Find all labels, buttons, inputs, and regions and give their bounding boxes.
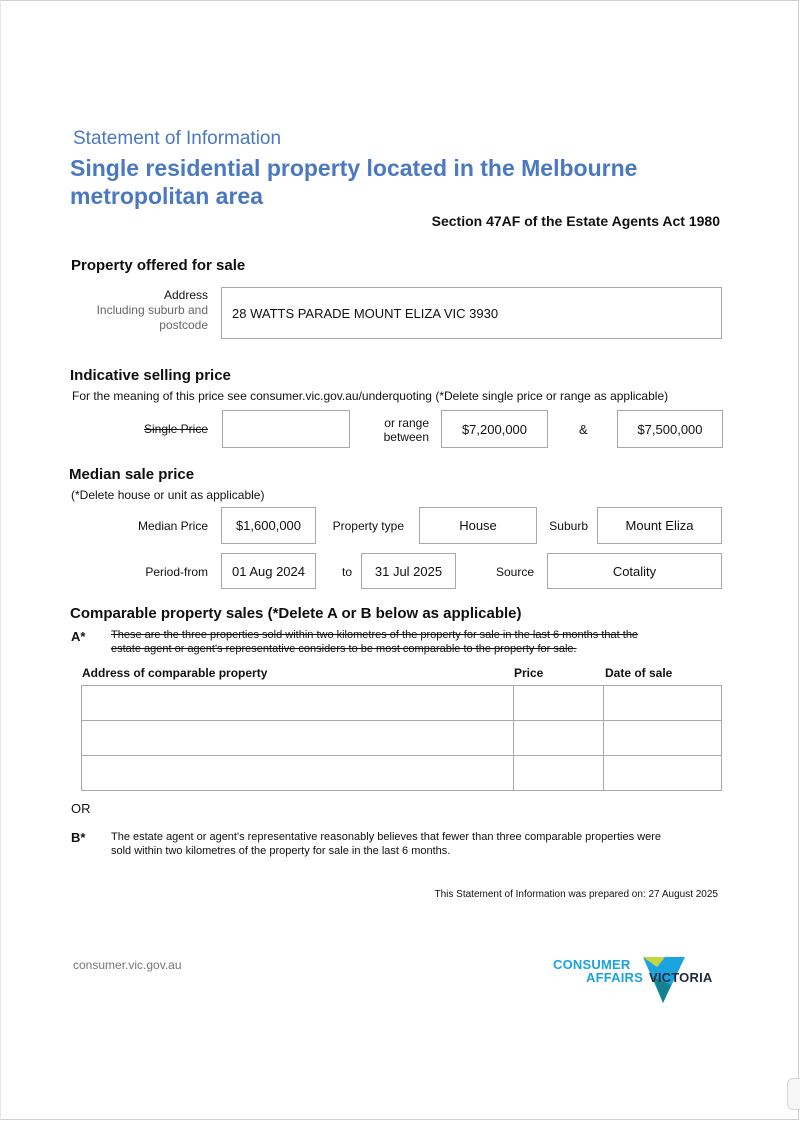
address-label-block	[97, 288, 208, 333]
option-b-marker: B*	[71, 830, 86, 845]
logo-text-consumer: CONSUMER	[553, 957, 631, 972]
source-label: Source	[495, 565, 534, 579]
single-price-field[interactable]	[222, 410, 350, 448]
range-label-2: between	[383, 430, 429, 444]
indicative-note: For the meaning of this price see consumer.vic.gov.au/underquoting (*Delete single price or range as applicable)	[72, 389, 669, 403]
col-header-date: Date of sale	[605, 666, 673, 680]
logo-text-affairs: AFFAIRS	[586, 970, 644, 985]
period-from-field[interactable]: 01 Aug 2024	[221, 553, 316, 589]
table-row	[82, 756, 722, 791]
range-high-field[interactable]: $7,500,000	[617, 410, 723, 448]
suburb-label: Suburb	[549, 519, 588, 533]
comparable-heading: Comparable property sales (*Delete A or B below as applicable)	[70, 605, 522, 622]
range-ampersand: &	[579, 422, 588, 437]
comparable-date-cell[interactable]	[604, 756, 722, 791]
option-a-marker: A*	[71, 629, 86, 644]
indicative-heading: Indicative selling price	[70, 367, 231, 384]
address-field[interactable]: 28 WATTS PARADE MOUNT ELIZA VIC 3930	[221, 287, 722, 339]
comparable-price-cell[interactable]	[514, 686, 604, 721]
suburb-field[interactable]: Mount Eliza	[597, 507, 722, 544]
property-heading: Property offered for sale	[71, 257, 246, 274]
period-to-field[interactable]: 31 Jul 2025	[361, 553, 456, 589]
consumer-affairs-victoria-logo	[553, 953, 725, 1005]
comparable-table	[81, 685, 722, 791]
comparable-address-cell[interactable]	[82, 756, 514, 791]
single-price-label: Single Price	[143, 422, 208, 436]
comparable-address-cell[interactable]	[82, 686, 514, 721]
property-type-label: Property type	[332, 519, 404, 533]
comparable-price-cell[interactable]	[514, 721, 604, 756]
option-a-text	[111, 628, 638, 656]
document-title	[70, 154, 637, 210]
address-sublabel-2: postcode	[159, 318, 208, 332]
comparable-address-cell[interactable]	[82, 721, 514, 756]
option-b-line-1: The estate agent or agent's representative reasonably believes that fewer than three comparable properties were	[111, 831, 661, 843]
section-reference: Section 47AF of the Estate Agents Act 1980	[431, 213, 720, 229]
comparable-price-cell[interactable]	[514, 756, 604, 791]
logo-text-victoria: VICTORIA	[649, 970, 713, 985]
option-a-line-2: estate agent or agent's representative considers to be most comparable to the property for sale.	[111, 643, 577, 655]
comparable-date-cell[interactable]	[604, 686, 722, 721]
option-b-text	[111, 830, 661, 858]
title-line-2: metropolitan area	[70, 183, 263, 209]
prepared-date-text: This Statement of Information was prepared on: 27 August 2025	[434, 889, 718, 900]
col-header-address: Address of comparable property	[82, 666, 268, 680]
document-subtitle: Statement of Information	[73, 128, 282, 149]
or-divider-text: OR	[71, 801, 91, 816]
table-row	[82, 686, 722, 721]
range-label	[384, 416, 429, 444]
address-label: Address	[163, 288, 208, 302]
footer-website-link[interactable]: consumer.vic.gov.au	[73, 958, 182, 972]
median-heading: Median sale price	[69, 466, 195, 483]
comparable-date-cell[interactable]	[604, 721, 722, 756]
median-price-field[interactable]: $1,600,000	[221, 507, 316, 544]
property-type-field[interactable]: House	[419, 507, 537, 544]
period-to-label: to	[342, 565, 353, 579]
side-panel-tab[interactable]	[787, 1078, 800, 1110]
address-sublabel-1: Including suburb and	[96, 303, 208, 317]
table-row	[82, 721, 722, 756]
option-b-line-2: sold within two kilometres of the property for sale in the last 6 months.	[111, 845, 451, 857]
median-price-label: Median Price	[137, 519, 208, 533]
title-line-1: Single residential property located in the Melbourne	[70, 155, 638, 181]
period-from-label: Period-from	[145, 565, 208, 579]
median-note: (*Delete house or unit as applicable)	[71, 488, 265, 502]
range-low-field[interactable]: $7,200,000	[441, 410, 548, 448]
source-field[interactable]: Cotality	[547, 553, 722, 589]
col-header-price: Price	[514, 666, 544, 680]
range-label-1: or range	[384, 416, 429, 430]
option-a-line-1: These are the three properties sold within two kilometres of the property for sale in the last 6 months that the	[111, 629, 639, 641]
